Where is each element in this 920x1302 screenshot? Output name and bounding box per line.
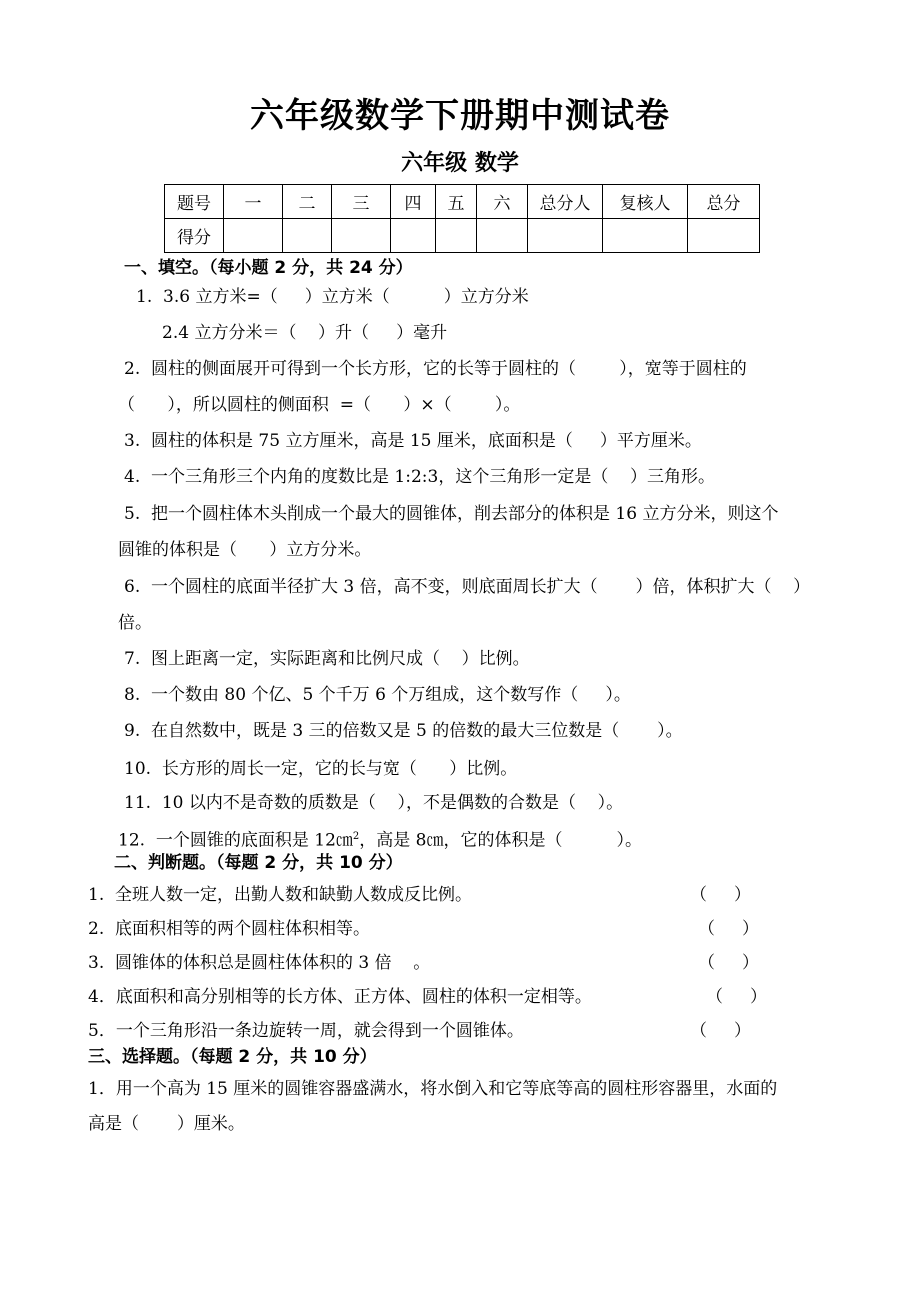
page-subtitle: 六年级 数学 bbox=[401, 151, 519, 176]
q12-text-after: ，高是 8㎝，它的体积是（ ）。 bbox=[359, 830, 643, 851]
section2-heading: 二、判断题。（每题 2 分，共 10 分） bbox=[114, 853, 403, 873]
fill-question-line: 10. 长方形的周长一定，它的长与宽（ ）比例。 bbox=[124, 759, 518, 779]
fill-question-line: 1. 3.6 立方米=（ ）立方米（ ）立方分米 bbox=[136, 287, 529, 307]
score-row-label: 得分 bbox=[165, 219, 224, 253]
section1-heading: 一、填空。（每小题 2 分，共 24 分） bbox=[124, 258, 413, 278]
judge-answer-bracket[interactable]: （ ） bbox=[698, 919, 760, 939]
fill-question-line: 8. 一个数由 80 个亿、5 个千万 6 个万组成，这个数写作（ ）。 bbox=[124, 685, 631, 705]
fill-question-line: 4. 一个三角形三个内角的度数比是 1:2:3，这个三角形一定是（ ）三角形。 bbox=[124, 467, 715, 487]
score-header-cell: 复核人 bbox=[603, 185, 688, 219]
page-title: 六年级数学下册期中测试卷 bbox=[250, 96, 670, 136]
score-input-cell[interactable] bbox=[391, 219, 436, 253]
choice-question-line: 1．用一个高为 15 厘米的圆锥容器盛满水，将水倒入和它等底等高的圆柱形容器里，水面的 bbox=[88, 1079, 778, 1099]
score-input-cell[interactable] bbox=[283, 219, 332, 253]
judge-question-line: 2. 底面积相等的两个圆柱体积相等。 bbox=[88, 919, 371, 939]
score-header-cell: 六 bbox=[477, 185, 528, 219]
fill-question-line: 5. 把一个圆柱体木头削成一个最大的圆锥体，削去部分的体积是 16 立方分米，则这个 bbox=[124, 504, 779, 524]
judge-question-line: 3. 圆锥体的体积总是圆柱体体积的 3 倍 。 bbox=[88, 953, 431, 973]
judge-answer-bracket[interactable]: （ ） bbox=[690, 1021, 752, 1041]
judge-question-line: 1. 全班人数一定，出勤人数和缺勤人数成反比例。 bbox=[88, 885, 473, 905]
score-table-header-row bbox=[165, 185, 760, 219]
fill-question-line: 倍。 bbox=[118, 613, 152, 633]
q12-text-before: 12. 一个圆锥的底面积是 12㎝ bbox=[118, 830, 353, 851]
judge-answer-bracket[interactable]: （ ） bbox=[698, 953, 760, 973]
fill-question-line: 2.4 立方分米＝（ ）升（ ）毫升 bbox=[162, 323, 448, 343]
score-input-cell[interactable] bbox=[332, 219, 391, 253]
score-table-score-row bbox=[165, 219, 760, 253]
score-header-cell: 一 bbox=[224, 185, 283, 219]
fill-question-line: 3. 圆柱的体积是 75 立方厘米，高是 15 厘米，底面积是（ ）平方厘米。 bbox=[124, 431, 702, 451]
score-input-cell[interactable] bbox=[477, 219, 528, 253]
fill-question-line: 7. 图上距离一定，实际距离和比例尺成（ ）比例。 bbox=[124, 649, 530, 669]
score-header-cell: 总分人 bbox=[528, 185, 603, 219]
fill-question-line: 2. 圆柱的侧面展开可得到一个长方形，它的长等于圆柱的（ ），宽等于圆柱的 bbox=[124, 359, 747, 379]
q12-superscript: 2 bbox=[352, 831, 360, 842]
score-header-cell: 题号 bbox=[165, 185, 224, 219]
fill-question-line: 圆锥的体积是（ ）立方分米。 bbox=[118, 540, 372, 560]
score-input-cell[interactable] bbox=[224, 219, 283, 253]
score-input-cell[interactable] bbox=[436, 219, 477, 253]
score-input-cell[interactable] bbox=[603, 219, 688, 253]
fill-question-line: 6. 一个圆柱的底面半径扩大 3 倍，高不变，则底面周长扩大（ ）倍，体积扩大（ ） bbox=[124, 577, 811, 597]
score-table bbox=[164, 184, 760, 253]
score-input-cell[interactable] bbox=[528, 219, 603, 253]
score-header-cell: 四 bbox=[391, 185, 436, 219]
fill-question-line: （ ），所以圆柱的侧面积 =（ ）×（ ）。 bbox=[118, 395, 521, 415]
fill-question-line: 9. 在自然数中，既是 3 三的倍数又是 5 的倍数的最大三位数是（ ）。 bbox=[124, 721, 683, 741]
score-header-cell: 五 bbox=[436, 185, 477, 219]
judge-answer-bracket[interactable]: （ ） bbox=[690, 885, 752, 905]
choice-question-line: 高是（ ）厘米。 bbox=[88, 1114, 245, 1134]
fill-question-line: 11. 10 以内不是奇数的质数是（ ），不是偶数的合数是（ ）。 bbox=[124, 793, 624, 813]
score-header-cell: 二 bbox=[283, 185, 332, 219]
score-input-cell[interactable] bbox=[688, 219, 760, 253]
score-header-cell: 总分 bbox=[688, 185, 760, 219]
score-header-cell: 三 bbox=[332, 185, 391, 219]
section3-heading: 三、选择题。（每题 2 分，共 10 分） bbox=[88, 1047, 377, 1067]
judge-question-line: 4．底面积和高分别相等的长方体、正方体、圆柱的体积一定相等。 bbox=[88, 987, 592, 1007]
judge-answer-bracket[interactable]: （ ） bbox=[706, 987, 768, 1007]
fill-question-line bbox=[118, 826, 642, 852]
judge-question-line: 5．一个三角形沿一条边旋转一周，就会得到一个圆锥体。 bbox=[88, 1021, 524, 1041]
